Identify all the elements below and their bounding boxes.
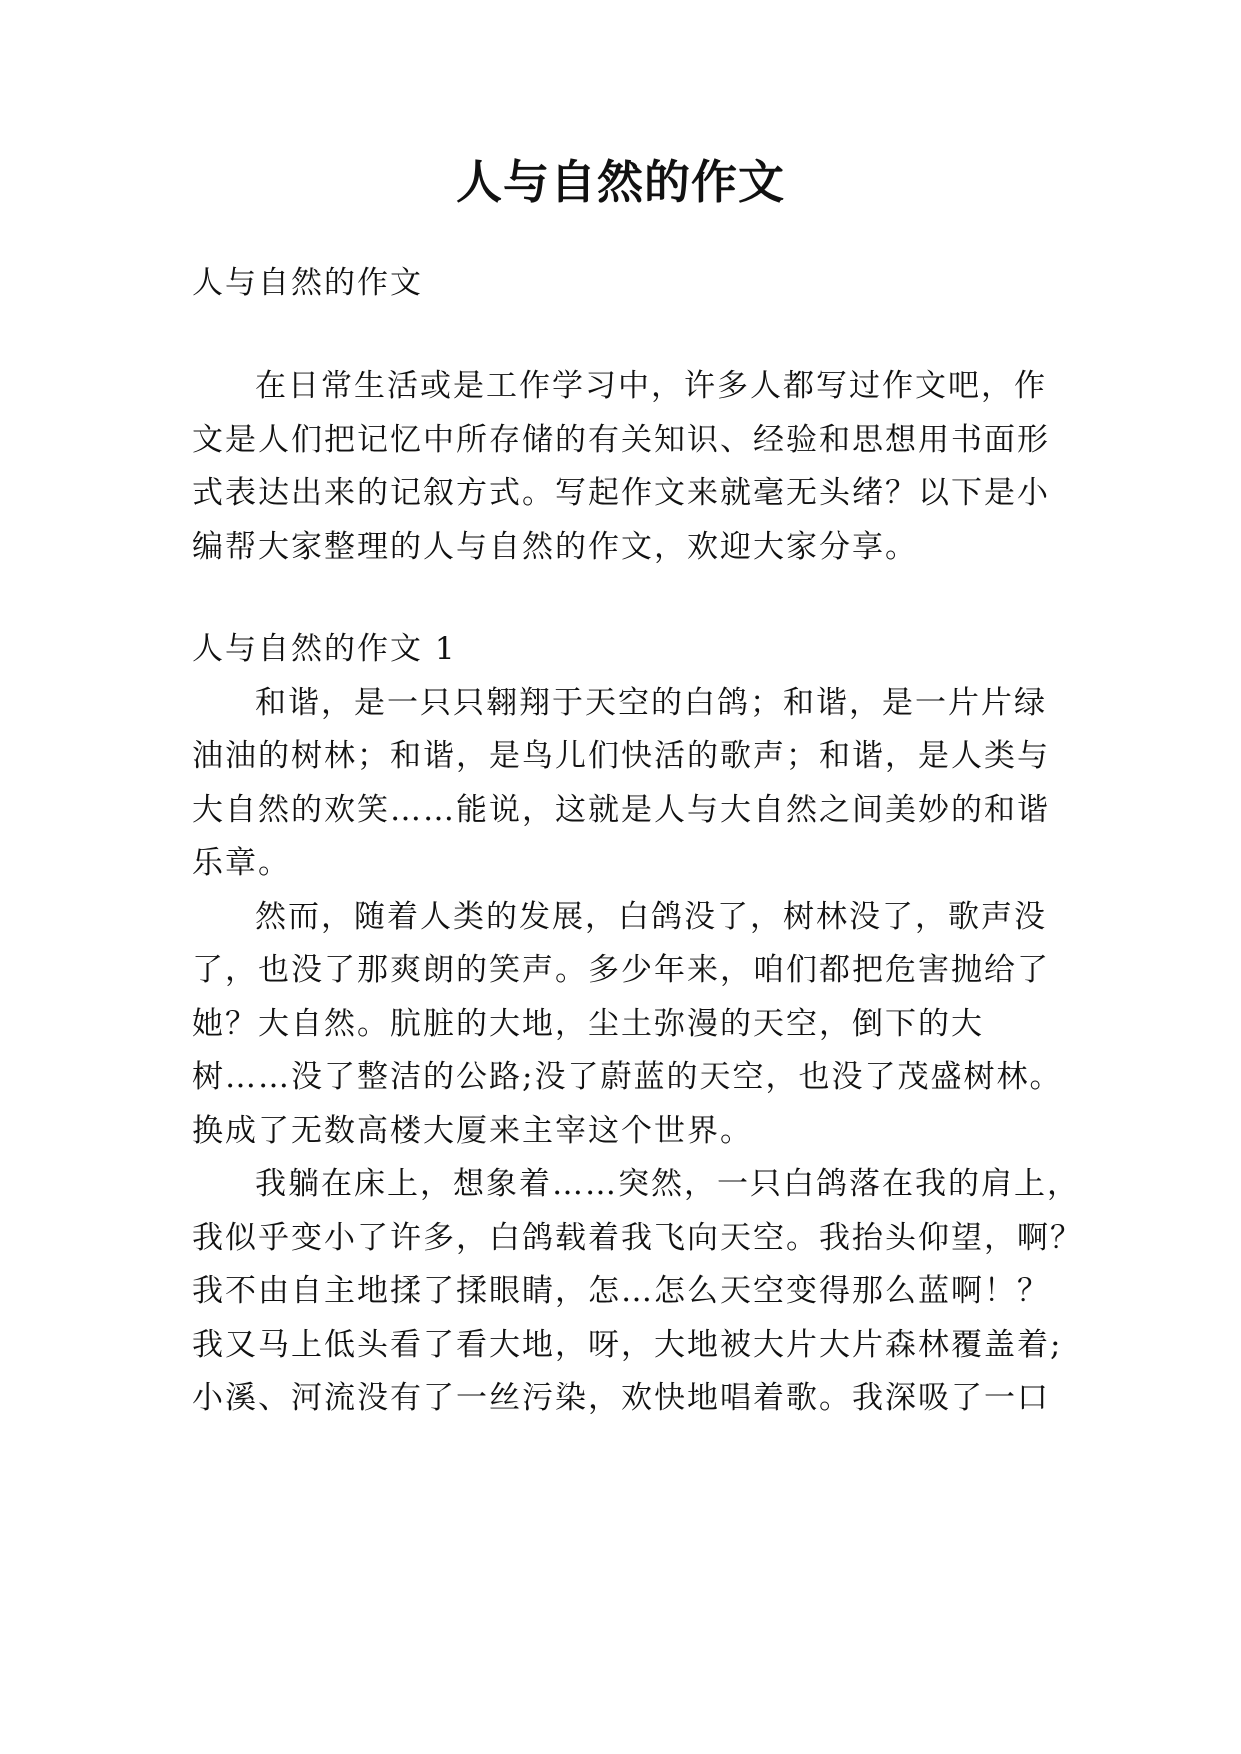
- document-title: 人与自然的作文: [456, 155, 785, 209]
- paragraph-line: 乐章。: [192, 845, 291, 881]
- paragraph-line: 我躺在床上，想象着……突然，一只白鸽落在我的肩上，: [255, 1166, 1080, 1202]
- paragraph-line: 在日常生活或是工作学习中，许多人都写过作文吧，作: [255, 368, 1047, 404]
- paragraph-line: 我不由自主地揉了揉眼睛，怎…怎么天空变得那么蓝啊！？: [192, 1273, 1050, 1309]
- paragraph-line: 树……没了整洁的公路;没了蔚蓝的天空，也没了茂盛树林。: [192, 1059, 1063, 1095]
- paragraph-line: 式表达出来的记叙方式。写起作文来就毫无头绪？以下是小: [192, 475, 1050, 511]
- paragraph-line: 小溪、河流没有了一丝污染，欢快地唱着歌。我深吸了一口: [192, 1380, 1050, 1416]
- paragraph-line: 大自然的欢笑……能说，这就是人与大自然之间美妙的和谐: [192, 792, 1050, 828]
- paragraph-line: 我又马上低头看了看大地，呀，大地被大片大片森林覆盖着;: [192, 1327, 1063, 1363]
- paragraph-line: 然而，随着人类的发展，白鸽没了，树林没了，歌声没: [255, 899, 1047, 935]
- paragraph-line: 我似乎变小了许多，白鸽载着我飞向天空。我抬头仰望，啊？: [192, 1220, 1083, 1256]
- paragraph-line: 和谐，是一只只翱翔于天空的白鸽；和谐，是一片片绿: [255, 685, 1047, 721]
- paragraph-line: 油油的树林；和谐，是鸟儿们快活的歌声；和谐，是人类与: [192, 738, 1050, 774]
- paragraph-line: 了，也没了那爽朗的笑声。多少年来，咱们都把危害抛给了: [192, 952, 1050, 988]
- paragraph-line: 文是人们把记忆中所存储的有关知识、经验和思想用书面形: [192, 422, 1050, 458]
- subtitle-line: 人与自然的作文: [192, 265, 423, 301]
- paragraph-line: 编帮大家整理的人与自然的作文，欢迎大家分享。: [192, 529, 918, 565]
- paragraph-line: 她？大自然。肮脏的大地，尘土弥漫的天空，倒下的大: [192, 1006, 984, 1042]
- paragraph-line: 换成了无数高楼大厦来主宰这个世界。: [192, 1113, 753, 1149]
- section-heading: 人与自然的作文 1: [192, 631, 457, 667]
